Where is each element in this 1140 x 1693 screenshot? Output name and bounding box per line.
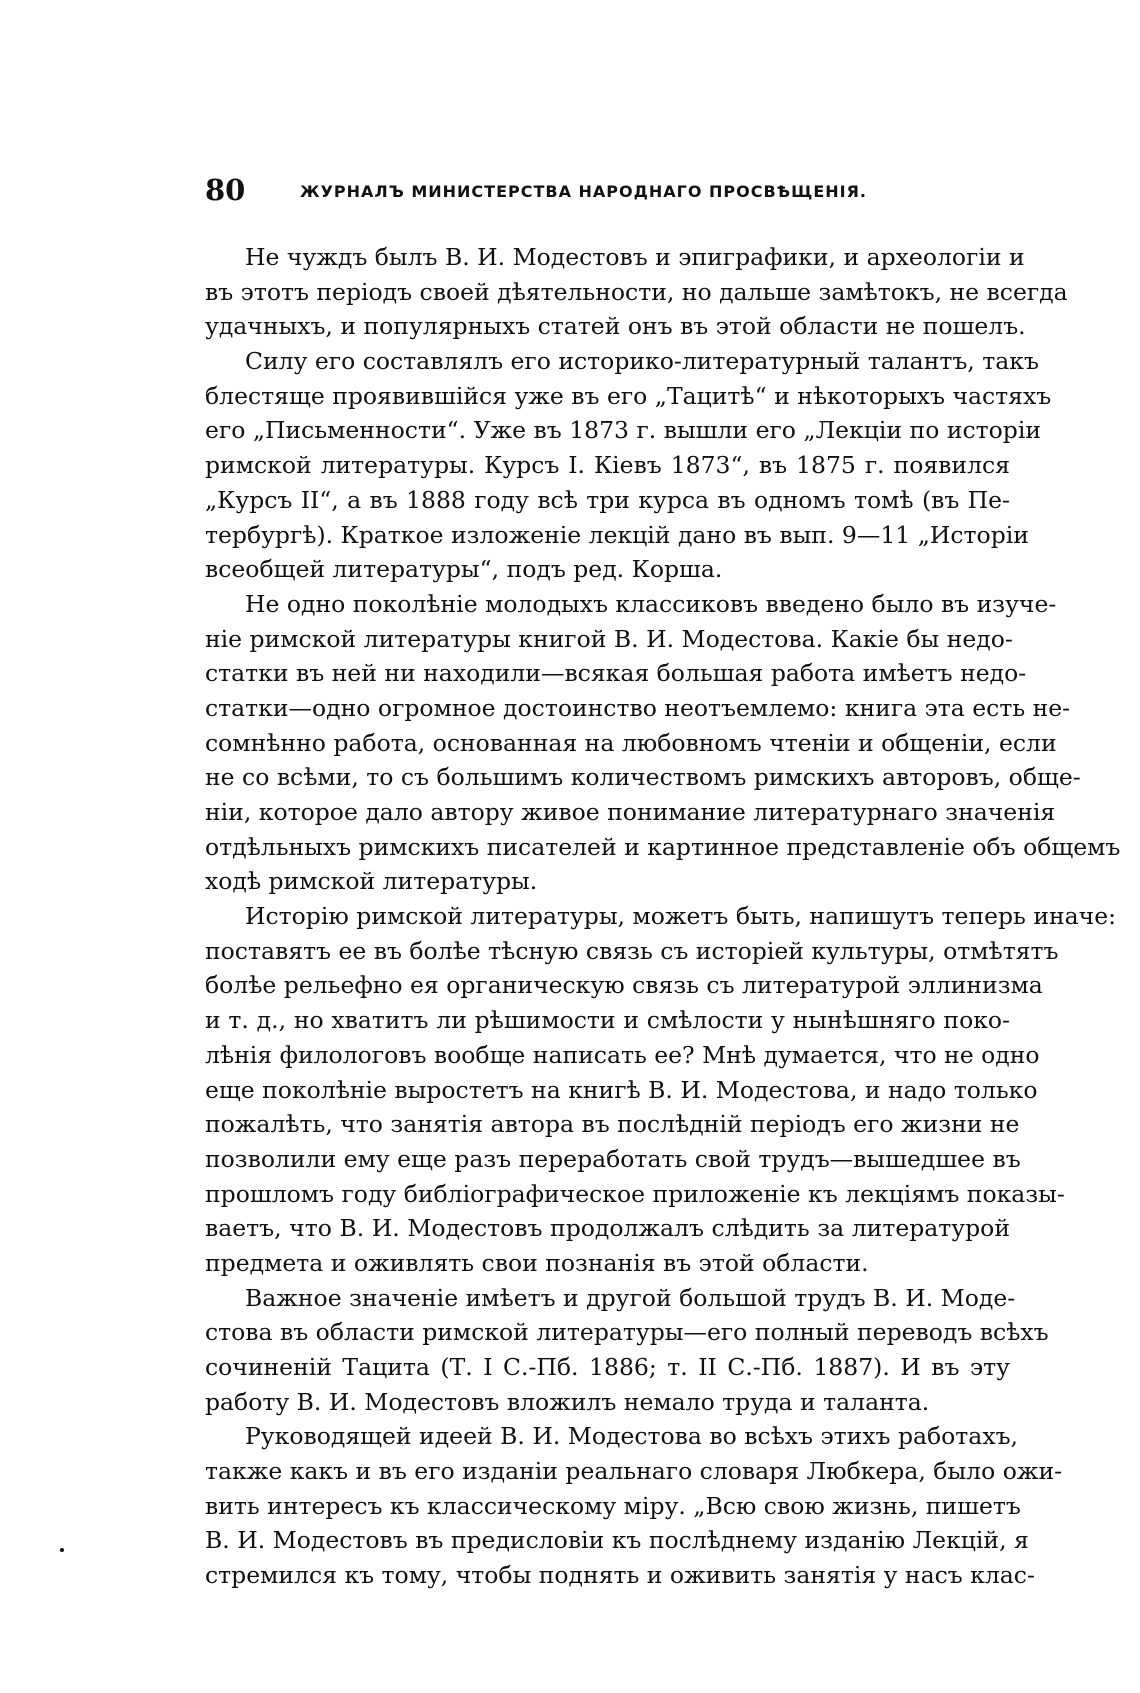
text-line: блестяще проявившійся уже въ его „Тацитѣ“ и нѣкоторыхъ частяхъ [205, 381, 1052, 410]
text-line: Руководящей идеей В. И. Модестова во всѣхъ этихъ работахъ, [245, 1422, 1018, 1451]
text-line: статки въ ней ни находили—всякая большая работа имѣетъ недо- [205, 659, 1027, 688]
text-line: не со всѣми, то съ большимъ количествомъ римскихъ авторовъ, обще- [205, 763, 1081, 792]
text-line: прошломъ году библіографическое приложеніе къ лекціямъ показы- [205, 1179, 1065, 1208]
text-line: Не одно поколѣніе молодыхъ классиковъ введено было въ изуче- [245, 589, 1057, 618]
text-line: Исторію римской литературы, можетъ быть, напишутъ теперь иначе: [245, 902, 1117, 931]
text-line: тербургѣ). Краткое изложеніе лекцій дано въ вып. 9—11 „Исторіи [205, 520, 1029, 549]
text-line: ніи, которое дало автору живое понимание литературнаго значенія [205, 798, 1056, 826]
text-line: его „Письменности“. Уже въ 1873 г. вышли его „Лекціи по исторіи [205, 416, 1042, 445]
text-line: еще поколѣніе выростетъ на книгѣ В. И. Модестова, и надо только [205, 1075, 1038, 1104]
paragraph [205, 1419, 1063, 1592]
paragraph [205, 344, 1052, 587]
text-line: римской литературы. Курсъ I. Кіевъ 1873“, въ 1875 г. появился [205, 451, 1010, 480]
page-number: 80 [205, 173, 246, 207]
ink-speck [60, 1548, 64, 1552]
text-line: и т. д., но хватитъ ли рѣшимости и смѣлости у нынѣшняго поко- [205, 1006, 1010, 1035]
paragraph [205, 1281, 1049, 1420]
text-line: позволили ему еще разъ переработать свой трудъ—вышедшее въ [205, 1144, 1021, 1173]
paragraph [205, 899, 1117, 1281]
text-line: ніе римской литературы книгой В. И. Модестова. Какіе бы недо- [205, 624, 1013, 653]
text-line: В. И. Модестовъ въ предисловіи къ послѣднему изданію Лекцій, я [205, 1526, 1029, 1555]
text-line: „Курсъ II“, а въ 1888 году всѣ три курса въ одномъ томѣ (въ Пе- [205, 485, 1010, 514]
text-line: стремился къ тому, чтобы поднять и оживить занятія у насъ клас- [205, 1561, 1035, 1590]
text-line: стова въ области римской литературы—его полный переводъ всѣхъ [205, 1318, 1049, 1347]
text-line: болѣе рельефно ея органическую связь съ литературой эллинизма [205, 971, 1043, 1000]
text-line: отдѣльныхъ римскихъ писателей и картинное представленіе объ общемъ [205, 832, 1121, 861]
text-line: Важное значеніе имѣетъ и другой большой трудъ В. И. Моде- [245, 1283, 1016, 1312]
text-line: Силу его составлялъ его историко-литературный талантъ, такъ [245, 347, 1039, 376]
text-line: всеобщей литературы“, подъ ред. Корша. [205, 555, 723, 584]
text-line: поставятъ ее въ болѣе тѣсную связь съ исторіей культуры, отмѣтятъ [205, 936, 1059, 965]
text-line: ходѣ римской литературы. [205, 867, 538, 896]
text-line: Не чуждъ былъ В. И. Модестовъ и эпиграфики, и археологіи и [245, 243, 1025, 271]
text-line: сочиненій Тацита (Т. I С.-Пб. 1886; т. II С.-Пб. 1887). И въ эту [205, 1353, 1010, 1381]
running-title: ЖУРНАЛЪ МИНИСТЕРСТВА НАРОДНАГО ПРОСВѢЩЕНІЯ. [300, 182, 867, 201]
text-line: вить интересъ къ классическому міру. „Всю свою жизнь, пишетъ [205, 1491, 1021, 1520]
text-line: статки—одно огромное достоинство неотъемлемо: книга эта есть не- [205, 693, 1071, 722]
text-line: ваетъ, что В. И. Модестовъ продолжалъ слѣдить за литературой [205, 1214, 1010, 1243]
paragraph [205, 587, 1121, 899]
text-line: сомнѣнно работа, основанная на любовномъ чтеніи и общеніи, если [205, 728, 1057, 757]
text-line: лѣнія филологовъ вообще написать ее? Мнѣ думается, что не одно [205, 1040, 1040, 1069]
text-line: работу В. И. Модестовъ вложилъ немало труда и таланта. [205, 1387, 930, 1416]
text-line: также какъ и въ его изданіи реальнаго словаря Любкера, было ожи- [205, 1457, 1063, 1486]
page-header [205, 173, 1015, 216]
text-line: пожалѣть, что занятія автора въ послѣдній періодъ его жизни не [205, 1110, 1020, 1139]
page-body [205, 240, 1121, 1593]
paragraph [205, 240, 1068, 344]
text-line: удачныхъ, и популярныхъ статей онъ въ этой области не пошелъ. [205, 312, 1026, 341]
text-line: предмета и оживлять свои познанія въ этой области. [205, 1248, 869, 1277]
text-line: въ этотъ періодъ своей дѣятельности, но дальше замѣтокъ, не всегда [205, 277, 1068, 306]
